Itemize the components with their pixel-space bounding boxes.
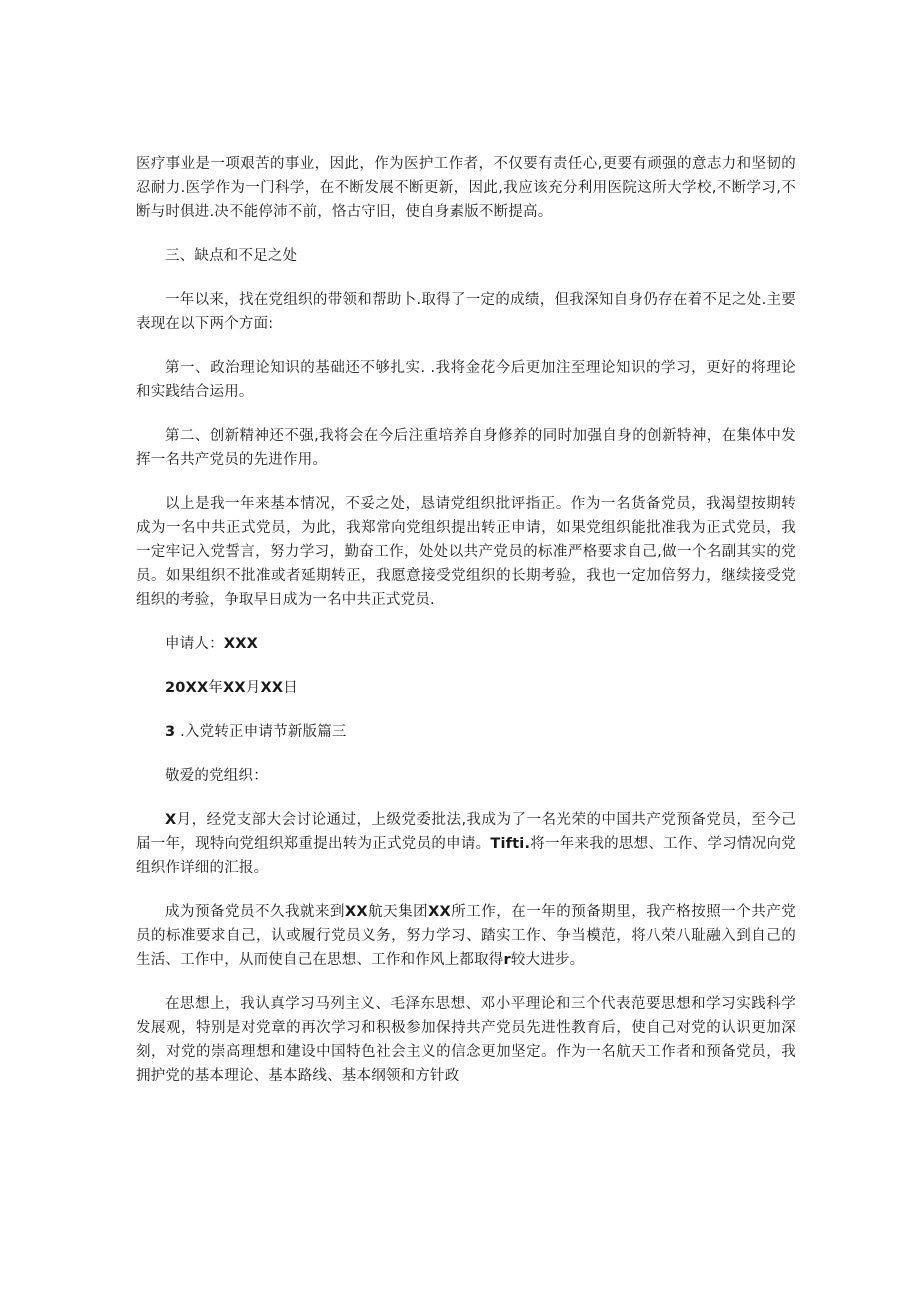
section-title-line [136, 720, 796, 744]
applicant-name: XXX [223, 636, 258, 652]
salutation: 敬爱的党组织： [165, 768, 268, 784]
paragraph-point-two: 第二、创新精神还不强,我将会在今后注重培养自身修养的同时加强自身的创新特神，在集体中发挥一名共产党员的先进作用。 [136, 428, 796, 468]
section-number: 3 [165, 724, 176, 740]
section-title: .入党转正申请节新版篇三 [175, 724, 347, 740]
paragraph-shortcomings-intro: 一年以来，找在党组织的带领和帮助卜.取得了一定的成绩，但我深知自身仍存在着不足之处.主要表现在以下两个方面: [136, 292, 796, 332]
date-year-char: 年 [208, 680, 224, 696]
section-heading-shortcomings: 三、缺点和不足之处 [165, 248, 298, 264]
bold-word: Tifti. [490, 836, 531, 852]
date-day-char: 日 [283, 680, 298, 696]
date-month-char: 月 [245, 680, 261, 696]
document-body [136, 152, 796, 1088]
placeholder-xx: XX [345, 904, 368, 920]
paragraph-summary: 以上是我一年来基本情况，不妥之处，恳请党组织批评指正。作为一名货备党员，我渴望按期转成为一名中共正式党员，为此，我郑常向党组织提出转正申请，如果党组织能批准我为正式党员，我一定牢记入党誓言，努力学习，勤奋工作，处处以共产党员的标准严格要求自己,做一个名副其实的党员。如果组织不批准或者延期转正，我愿意接受党组织的长期考验，我也一定加倍努力，继续接受党组织的考验，争取早日成为一名中共正式党员. [136, 496, 796, 608]
applicant-line [136, 632, 796, 656]
paragraph-work-experience [136, 900, 796, 972]
paragraph-text: 成为预备党员不久我就来到 [165, 904, 346, 920]
paragraph-point-one: 第一、政治理论知识的基础还不够扎实. .我将金花今后更加注至理论知识的学习，更好的将理论和实践结合运用。 [136, 360, 796, 400]
bold-char: r [503, 952, 511, 968]
paragraph-text: 较大进步。 [510, 952, 585, 968]
date-day: XX [260, 680, 284, 696]
paragraph-intro-report [136, 808, 796, 880]
paragraph-medical-career: 医疗事业是一项艰苦的事业，因此，作为医护工作者，不仅要有责任心,更要有顽强的意志力和坚韧的忍耐力.医学作为一门科学，在不断发展不断更新，因此,我应该充分利用医院这所大学校,不断学习,不断与时俱进.决不能停沛不前，恪古守旧，使自身素版不断提高。 [136, 156, 796, 220]
paragraph-text: 所工作，在一年的预备期里，我产格按照一个共产党员的标准要求自己，认或履行党员义务，努力学习、踏实工作、争当模范，将八荣八耻融入到自己的生活、工作中，从而使自己在思想、工作和作风上都取得 [136, 904, 796, 968]
date-year: 20XX [165, 680, 209, 696]
placeholder-xx: XX [428, 904, 451, 920]
paragraph-ideology: 在思想上，我认真学习马列主义、毛泽东思想、邓小平理论和三个代表范要思想和学习实践科学发展观，特别是对党章的再次学习和积极参加保持共产党员先进性教育后，使自己对党的认识更加深刻，对党的崇高理想和建设中国特色社会主义的信念更加坚定。作为一名航天工作者和预备党员，我拥护党的基本理论、基本路线、基本纲领和方针政 [136, 996, 796, 1084]
month-variable: X [165, 812, 177, 828]
paragraph-text: 月，经党支部大会讨论通过，上级党委批法,我成为了一名光荣的中国共产党预备党员，至今己届一年，现特向党组织郑重提出转为正式党员的申请。 [136, 812, 796, 852]
applicant-label: 申请人： [165, 636, 224, 652]
date-line [136, 676, 796, 700]
paragraph-text: 航天集团 [367, 904, 429, 920]
date-month: XX [223, 680, 246, 696]
paragraph-text: 将一年来我的思想、工作、学习情况向党组织作详细的汇报。 [136, 836, 796, 876]
